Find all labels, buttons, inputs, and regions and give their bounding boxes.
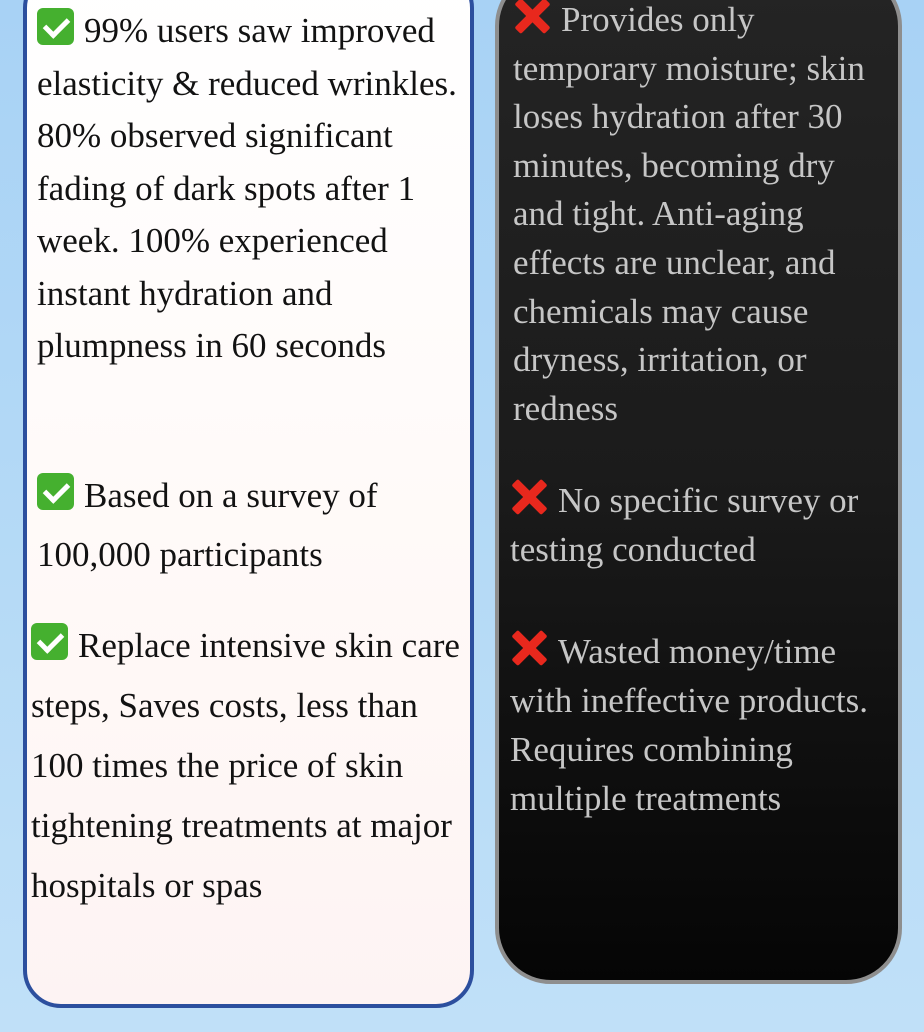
check-mark-icon	[37, 473, 74, 510]
benefit-item-savings	[31, 616, 465, 916]
benefit-results-text: 99% users saw improved elasticity & reduced wrinkles. 80% observed significant fading of dark spots after 1 week. 100% experienced instant hydration and plumpness in 60 seconds	[37, 11, 457, 365]
check-mark-icon	[31, 623, 68, 660]
drawback-wasted-text: Wasted money/time with ineffective products. Requires combining multiple treatments	[510, 632, 868, 818]
benefit-item-survey	[37, 466, 465, 584]
drawback-item-wasted	[510, 627, 896, 823]
drawback-item-no-survey	[510, 476, 892, 574]
drawback-temporary-text: Provides only temporary moisture; skin loses hydration after 30 minutes, becoming dry and tight. Anti-aging effects are unclear, and chemicals may cause dryness, irritation, or redness	[513, 0, 865, 428]
cross-mark-icon	[513, 0, 551, 35]
cross-mark-icon	[510, 478, 548, 516]
benefit-savings-text: Replace intensive skin care steps, Saves costs, less than 100 times the price of skin tightening treatments at major hospitals or spas	[31, 626, 460, 905]
benefit-item-results	[37, 5, 465, 373]
benefit-survey-text: Based on a survey of 100,000 participants	[37, 476, 378, 574]
cross-mark-icon	[510, 629, 548, 667]
drawback-item-temporary	[513, 0, 893, 433]
drawback-no-survey-text: No specific survey or testing conducted	[510, 481, 859, 569]
check-mark-icon	[37, 8, 74, 45]
